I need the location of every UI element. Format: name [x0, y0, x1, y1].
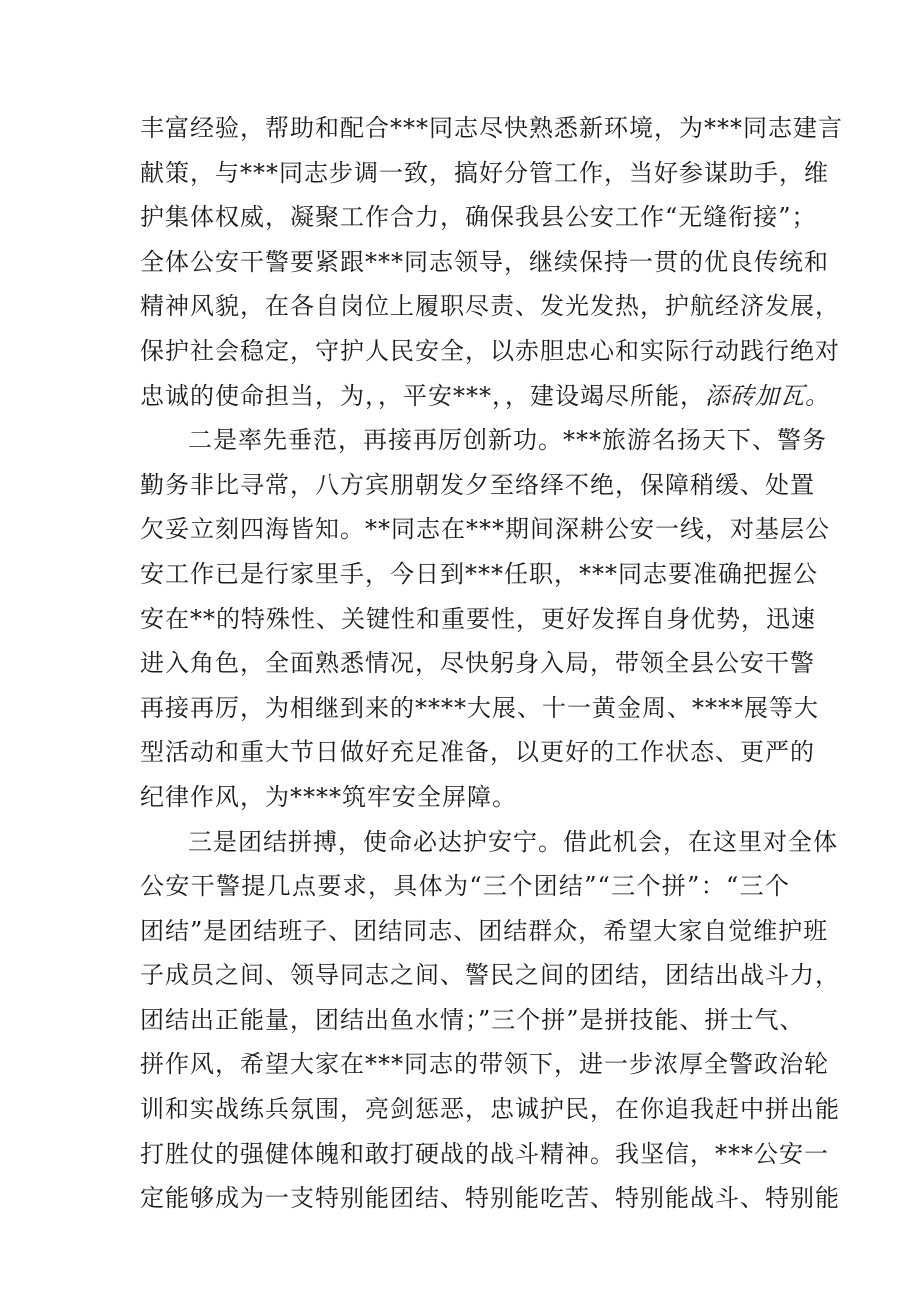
- text-line: [140, 374, 830, 419]
- text-line: 安工作已是行家里手，今日到***任职，***同志要准确把握公: [140, 559, 818, 588]
- text-line: 安在**的特殊性、关键性和重要性，更好发挥自身优势，迅速: [140, 604, 816, 633]
- text-line: 勤务非比寻常，八方宾朋朝发夕至络绎不绝，保障稍缓、处置: [140, 470, 815, 499]
- text-line: 子成员之间、领导同志之间、警民之间的团结，团结出战斗力，: [140, 961, 840, 990]
- text-line: 欠妥立刻四海皆知。**同志在***期间深耕公安一线，对基层公: [140, 515, 830, 544]
- text-line: 型活动和重大节日做好充足准备，以更好的工作状态、更严的: [140, 738, 815, 767]
- text-line: 保护社会稳定，守护人民安全，以赤胆忠心和实际行动践行绝对: [140, 336, 840, 365]
- text-line: 再接再厉，为相继到来的****大展、十一黄金周、****展等大: [140, 693, 819, 722]
- text-line: 团结出正能量，团结出鱼水情；”三个拼”是拼技能、拼士气、: [140, 1005, 805, 1034]
- paragraph-2: [140, 418, 830, 819]
- text-line: 团结”是团结班子、团结同志、团结群众，希望大家自觉维护班: [140, 916, 829, 945]
- text-line: 定能够成为一支特别能团结、特别能吃苦、特别能战斗、特别能: [140, 1184, 840, 1213]
- paragraph-1: [140, 106, 843, 418]
- text-line: 三是团结拼搏，使命必达护安宁。借此机会，在这里对全体: [188, 827, 838, 856]
- text-line: 献策，与***同志步调一致，搞好分管工作，当好参谋助手，维: [140, 158, 829, 187]
- text-line: 全体公安干警要紧跟***同志领导，继续保持一贯的优良传统和: [140, 247, 829, 276]
- paragraph-3: [140, 820, 840, 1221]
- text-line: 打胜仗的强健体魄和敢打硬战的战斗精神。我坚信，***公安一: [140, 1139, 829, 1168]
- text-line: 公安干警提几点要求，具体为“三个团结”“三个拼”：“三个: [140, 872, 790, 901]
- text-line: 二是率先垂范，再接再厉创新功。***旅游名扬天下、警务: [188, 426, 827, 455]
- text-line-main: 忠诚的使命担当，为，，平安***，，建设竭尽所能，: [140, 381, 705, 410]
- text-line: 拼作风，希望大家在***同志的带领下，进一步浓厚全警政治轮: [140, 1050, 829, 1079]
- text-line: 丰富经验，帮助和配合***同志尽快熟悉新环境，为***同志建言: [140, 114, 843, 142]
- document-body: [140, 106, 843, 1221]
- text-line: 护集体权威，凝聚工作合力，确保我县公安工作“无缝衔接”；: [140, 203, 817, 232]
- text-line: 精神风貌，在各自岗位上履职尽责、发光发热，护航经济发展，: [140, 292, 840, 321]
- text-line: 进入角色，全面熟悉情况，尽快躬身入局，带领全县公安干警: [140, 649, 815, 678]
- text-line-italic: 添砖加瓦。: [705, 381, 830, 410]
- text-line: 训和实战练兵氛围，亮剑惩恶，忠诚护民，在你追我赶中拼出能: [140, 1095, 840, 1124]
- text-line: 纪律作风，为****筑牢安全屏障。: [140, 782, 517, 811]
